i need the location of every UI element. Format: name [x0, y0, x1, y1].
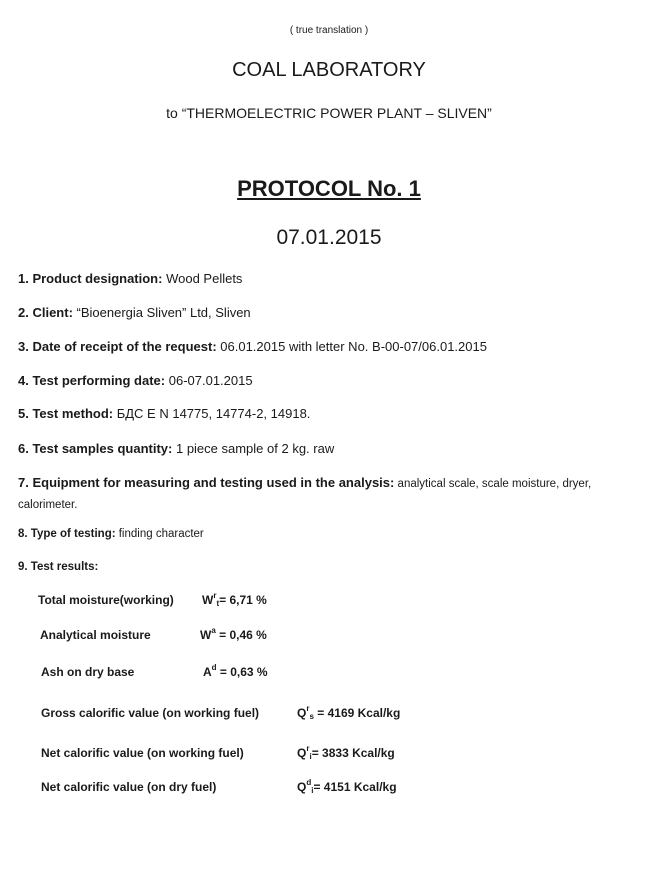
- protocol-title: PROTOCOL No. 1: [237, 176, 421, 201]
- recipient-line: to “THERMOELECTRIC POWER PLANT – SLIVEN”: [166, 105, 492, 121]
- result-value-net-calorific-working: $Q^ri= 3833$ Kcal/kg: [297, 744, 395, 761]
- result-value-ash: $A^d = 0,63$ %: [203, 663, 268, 679]
- item-test-results: 9. Test results:: [18, 561, 99, 573]
- result-value-gross-calorific: $Q^rs = 4169$ Kcal/kg: [297, 704, 401, 721]
- item-client: 2. Client: “Bioenergia Sliven” Ltd, Sliven: [18, 305, 251, 320]
- item-test-date: 4. Test performing date: 06-07.01.2015: [18, 373, 253, 388]
- result-value-total-moisture: $W^rt= 6,71$ %: [202, 591, 267, 608]
- item-receipt-date: 3. Date of receipt of the request: 06.01.2015 with letter No. B-00-07/06.01.2015: [18, 339, 487, 354]
- item-sample-quantity: 6. Test samples quantity: 1 piece sample of 2 kg. raw: [18, 441, 335, 456]
- item-product: 1. Product designation: Wood Pellets: [18, 271, 243, 286]
- result-label-net-calorific-working: Net calorific value (on working fuel): [41, 746, 244, 760]
- result-value-net-calorific-dry: $Q^di= 4151$ Kcal/kg: [297, 778, 397, 795]
- result-label-ash: Ash on dry base: [41, 665, 135, 679]
- result-label-gross-calorific: Gross calorific value (on working fuel): [41, 706, 260, 720]
- protocol-date: 07.01.2015: [276, 226, 382, 249]
- result-label-analytical-moisture: Analytical moisture: [40, 628, 151, 642]
- item-testing-type: 8. Type of testing: finding character: [18, 528, 204, 540]
- result-value-analytical-moisture: $W^a = 0,46$ %: [200, 626, 267, 642]
- result-label-net-calorific-dry: Net calorific value (on dry fuel): [41, 780, 217, 794]
- item-test-method: 5. Test method: БДС E N 14775, 14774-2, 14918.: [18, 406, 311, 421]
- result-label-total-moisture: Total moisture(working): [38, 593, 174, 607]
- item-equipment: 7. Equipment for measuring and testing used in the analysis: analytical scale, scale moisture, dryer, calorimeter.: [18, 475, 592, 511]
- lab-title: COAL LABORATORY: [232, 59, 426, 81]
- translation-note: ( true translation ): [289, 25, 369, 36]
